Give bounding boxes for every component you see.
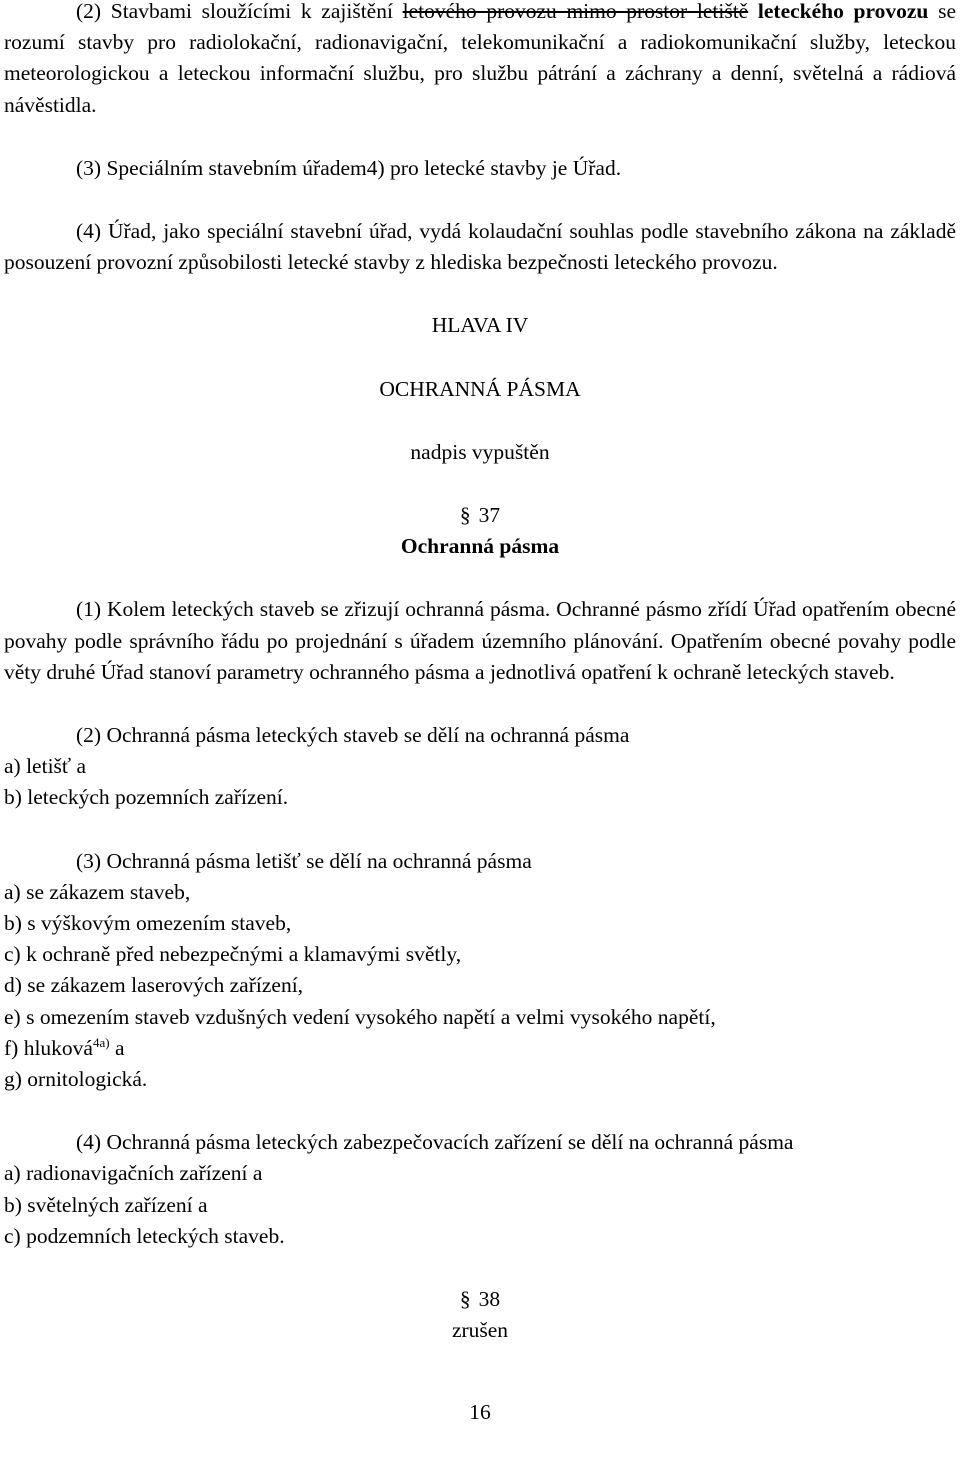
section-37-paragraph-3-intro: (3) Ochranná pásma letišť se dělí na ochranná pásma — [76, 848, 532, 873]
list-item: b) leteckých pozemních zařízení. — [4, 785, 289, 810]
inserted-bold-text: leteckého provozu — [748, 0, 929, 23]
list-item: a) se zákazem staveb, — [4, 879, 191, 904]
section-sign-icon: § — [459, 1287, 471, 1312]
list-item: e) s omezením staveb vzdušných vedení vysokého napětí a velmi vysokého napětí, — [4, 1004, 716, 1029]
section-37-paragraph-1: (1) Kolem leteckých staveb se zřizují ochranná pásma. Ochranné pásmo zřídí Úřad opatřením obecné povahy podle správního řádu po projednání s úřadem územního plánování. Opatřením obecné povahy podle věty druhé Úřad stanoví parametry ochranného pásma a jednotlivá opatření k ochraně leteckých staveb. — [4, 597, 956, 684]
paragraph-2-rest: se rozumí stavby pro radiolokační, radionavigační, telekomunikační a radiokomunikační služby, leteckou meteorologickou a leteckou informační službu, pro službu pátrání a záchrany a denní, světelná a rádiová návěstidla. — [4, 0, 956, 117]
list-item-f-suffix: a — [109, 1035, 125, 1060]
chapter-number: HLAVA IV — [431, 313, 529, 338]
footnote-reference: 4a) — [92, 1034, 110, 1050]
section-38-status: zrušen — [451, 1318, 509, 1343]
list-item: c) podzemních leteckých staveb. — [4, 1223, 285, 1248]
page-number: 16 — [469, 1399, 491, 1424]
paragraph-2-lead: (2) Stavbami sloužícími k zajištění — [76, 0, 403, 23]
struck-text: letového provozu mimo prostor letiště — [402, 0, 749, 23]
chapter-title: OCHRANNÁ PÁSMA — [379, 376, 581, 401]
section-38-number: 38 — [478, 1287, 501, 1312]
section-37-number: 37 — [478, 503, 501, 528]
section-38-heading — [4, 1284, 956, 1315]
section-sign-icon: § — [459, 503, 471, 528]
list-item: b) s výškovým omezením staveb, — [4, 911, 292, 936]
list-item: c) k ochraně před nebezpečnými a klamavými světly, — [4, 942, 462, 967]
paragraph-2 — [4, 0, 956, 121]
paragraph-4: (4) Úřad, jako speciální stavební úřad, vydá kolaudační souhlas podle stavebního zákona na základě posouzení provozní způsobilosti letecké stavby z hlediska bezpečnosti leteckého provozu. — [4, 219, 956, 275]
list-item: b) světelných zařízení a — [4, 1192, 208, 1217]
section-37-heading — [4, 500, 956, 531]
section-37-title: Ochranná pásma — [400, 534, 560, 559]
document-page — [4, 0, 956, 1428]
list-item-f — [4, 1033, 956, 1064]
list-item: a) radionavigačních zařízení a — [4, 1161, 263, 1186]
chapter-note: nadpis vypuštěn — [410, 439, 550, 464]
list-item-f-prefix: f) hluková — [4, 1035, 93, 1060]
list-item: d) se zákazem laserových zařízení, — [4, 973, 304, 998]
list-item: a) letišť a — [4, 754, 87, 779]
section-37-paragraph-2-intro: (2) Ochranná pásma leteckých staveb se dělí na ochranná pásma — [76, 723, 630, 748]
section-37-paragraph-4-intro: (4) Ochranná pásma leteckých zabezpečovacích zařízení se dělí na ochranná pásma — [76, 1130, 794, 1155]
list-item: g) ornitologická. — [4, 1067, 148, 1092]
paragraph-3: (3) Speciálním stavebním úřadem4) pro letecké stavby je Úřad. — [76, 155, 622, 180]
